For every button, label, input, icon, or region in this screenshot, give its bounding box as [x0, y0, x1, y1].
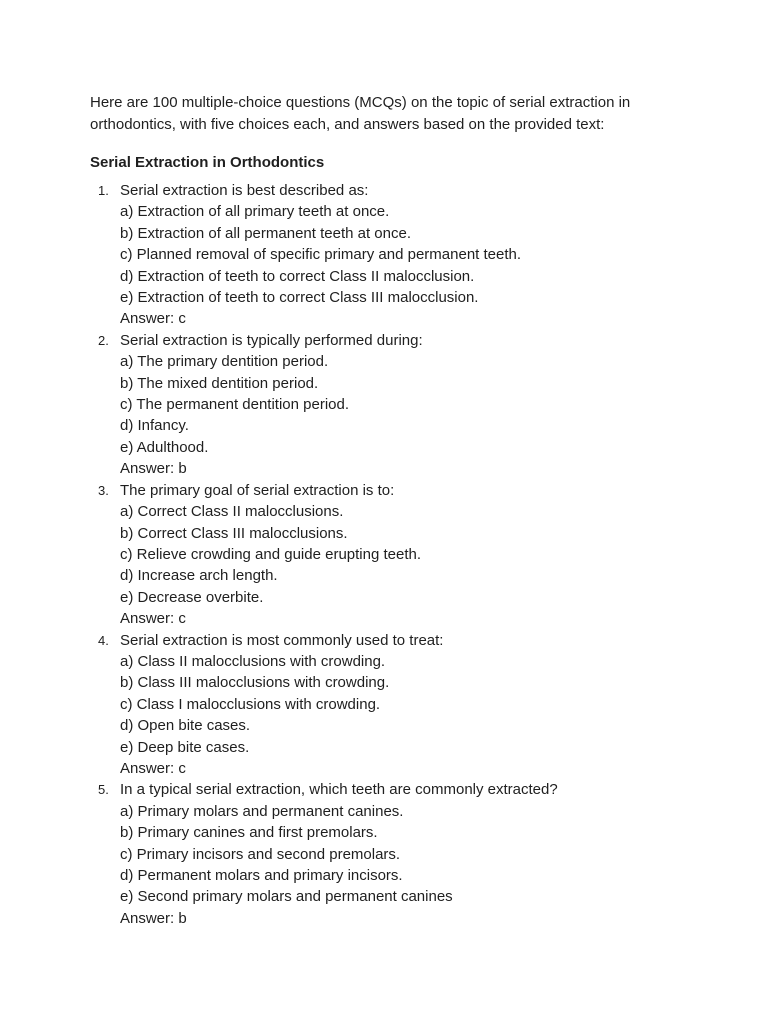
question-stem: Serial extraction is most commonly used to treat:: [120, 631, 444, 649]
question-stem: Serial extraction is best described as:: [120, 182, 369, 199]
answer-option: c) The permanent dentition period.: [120, 396, 350, 414]
question-list: [90, 180, 690, 929]
answer-option: a) Extraction of all primary teeth at once.: [120, 203, 390, 221]
question-stem: In a typical serial extraction, which teeth are commonly extracted?: [120, 781, 558, 799]
answer-key: Answer: b: [120, 460, 187, 478]
question-number: 4.: [98, 632, 109, 648]
answer-option: a) The primary dentition period.: [120, 353, 329, 371]
question-item: [90, 180, 690, 330]
answer-option: d) Permanent molars and primary incisors.: [120, 867, 403, 884]
section-heading: Serial Extraction in Orthodontics: [90, 154, 325, 171]
answer-option: d) Open bite cases.: [120, 717, 251, 735]
question-item: [90, 779, 690, 929]
answer-option: b) Primary canines and first premolars.: [120, 824, 378, 842]
question-number: 2.: [98, 332, 109, 348]
question-item: [90, 480, 690, 630]
answer-option: c) Relieve crowding and guide erupting teeth.: [120, 545, 422, 563]
document-page: [90, 92, 690, 929]
answer-option: e) Second primary molars and permanent canines: [120, 888, 453, 906]
answer-option: d) Increase arch length.: [120, 567, 278, 585]
answer-option: d) Infancy.: [120, 417, 189, 435]
question-item: [90, 630, 690, 780]
answer-key: Answer: c: [120, 759, 186, 777]
question-stem: Serial extraction is typically performed during:: [120, 331, 423, 349]
answer-key: Answer: b: [120, 909, 187, 927]
question-item: [90, 330, 690, 480]
answer-option: b) Class III malocclusions with crowding.: [120, 674, 390, 692]
answer-key: Answer: c: [120, 610, 186, 628]
answer-option: d) Extraction of teeth to correct Class II malocclusion.: [120, 267, 475, 285]
answer-option: c) Primary incisors and second premolars.: [120, 845, 401, 863]
question-stem: The primary goal of serial extraction is to:: [120, 481, 395, 499]
question-number: 5.: [98, 782, 109, 798]
answer-key: Answer: c: [120, 310, 186, 328]
answer-option: a) Class II malocclusions with crowding.: [120, 652, 386, 670]
answer-option: e) Adulthood.: [120, 438, 209, 456]
answer-option: e) Extraction of teeth to correct Class III malocclusion.: [120, 289, 479, 307]
answer-option: b) The mixed dentition period.: [120, 374, 319, 392]
answer-option: c) Class I malocclusions with crowding.: [120, 695, 381, 713]
answer-option: e) Deep bite cases.: [120, 738, 250, 756]
question-number: 1.: [98, 183, 109, 198]
answer-option: b) Extraction of all permanent teeth at once.: [120, 224, 411, 242]
answer-option: c) Planned removal of specific primary and permanent teeth.: [120, 246, 522, 264]
answer-option: b) Correct Class III malocclusions.: [120, 524, 348, 542]
intro-paragraph: Here are 100 multiple-choice questions (MCQs) on the topic of serial extraction in orthodontics, with five choices each, and answers based on the provided text:: [90, 94, 631, 133]
answer-option: a) Correct Class II malocclusions.: [120, 503, 344, 521]
answer-option: e) Decrease overbite.: [120, 588, 264, 606]
answer-option: a) Primary molars and permanent canines.: [120, 802, 404, 820]
question-number: 3.: [98, 482, 109, 498]
